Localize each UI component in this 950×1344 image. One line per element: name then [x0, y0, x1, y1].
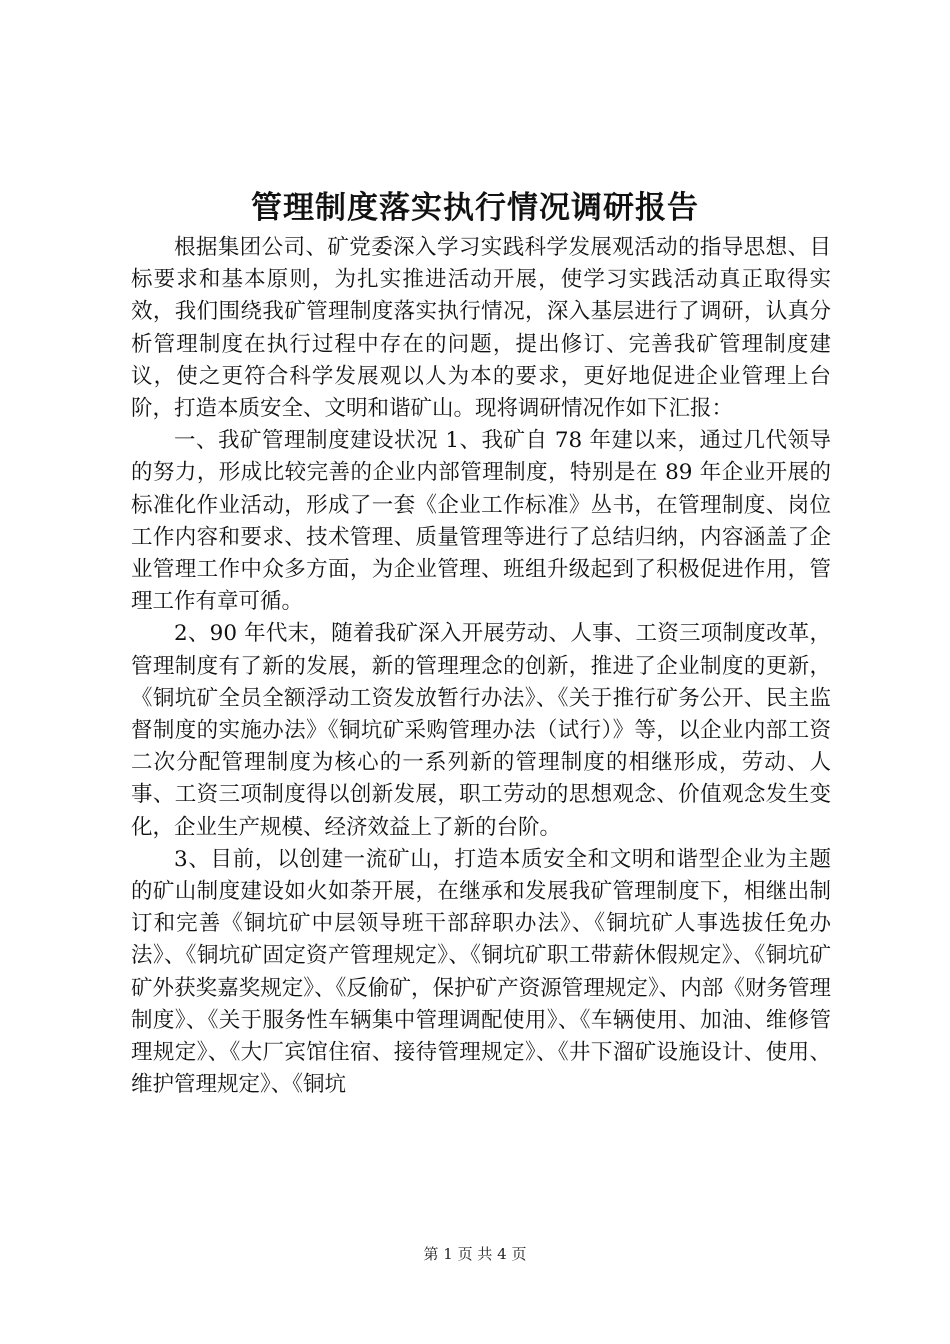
paragraph-intro: 根据集团公司、矿党委深入学习实践科学发展观活动的指导思想、目标要求和基本原则，为扎实推进活动开展，使学习实践活动真正取得实效，我们围绕我矿管理制度落实执行情况，深入基层进行了调研，认真分析管理制度在执行过程中存在的问题，提出修订、完善我矿管理制度建议，使之更符合科学发展观以人为本的要求，更好地促进企业管理上台阶，打造本质安全、文明和谐矿山。现将调研情况作如下汇报： [131, 235, 831, 422]
paragraph-section-3: 3、目前，以创建一流矿山，打造本质安全和文明和谐型企业为主题的矿山制度建设如火如荼开展，在继承和发展我矿管理制度下，相继出制订和完善《铜坑矿中层领导班干部辞职办法》、《铜坑矿人事选拔任免办法》、《铜坑矿固定资产管理规定》、《铜坑矿职工带薪休假规定》、《铜坑矿矿外获奖嘉奖规定》、《反偷矿，保护矿产资源管理规定》、内部《财务管理制度》、《关于服务性车辆集中管理调配使用》、《车辆使用、加油、维修管理规定》、《大厂宾馆住宿、接待管理规定》、《井下溜矿设施设计、使用、维护管理规定》、《铜坑 [131, 846, 831, 1098]
document-body [131, 232, 831, 1101]
paragraph-section-1: 一、我矿管理制度建设状况 1、我矿自 78 年建以来，通过几代领导的努力，形成比较完善的企业内部管理制度，特别是在 89 年企业开展的标准化作业活动，形成了一套《企业工作标准》丛书，在管理制度、岗位工作内容和要求、技术管理、质量管理等进行了总结归纳，内容涵盖了企业管理工作中众多方面，为企业管理、班组升级起到了积极促进作用，管理工作有章可循。 [131, 428, 831, 615]
paragraph-section-2: 2、90 年代末，随着我矿深入开展劳动、人事、工资三项制度改革，管理制度有了新的发展，新的管理理念的创新，推进了企业制度的更新，《铜坑矿全员全额浮动工资发放暂行办法》、《关于推行矿务公开、民主监督制度的实施办法》《铜坑矿采购管理办法（试行）》等，以企业内部工资二次分配管理制度为核心的一系列新的管理制度的相继形成，劳动、人事、工资三项制度得以创新发展，职工劳动的思想观念、价值观念发生变化，企业生产规模、经济效益上了新的台阶。 [131, 621, 831, 840]
page-number-footer: 第 1 页 共 4 页 [423, 1245, 527, 1263]
document-title: 管理制度落实执行情况调研报告 [251, 190, 699, 226]
